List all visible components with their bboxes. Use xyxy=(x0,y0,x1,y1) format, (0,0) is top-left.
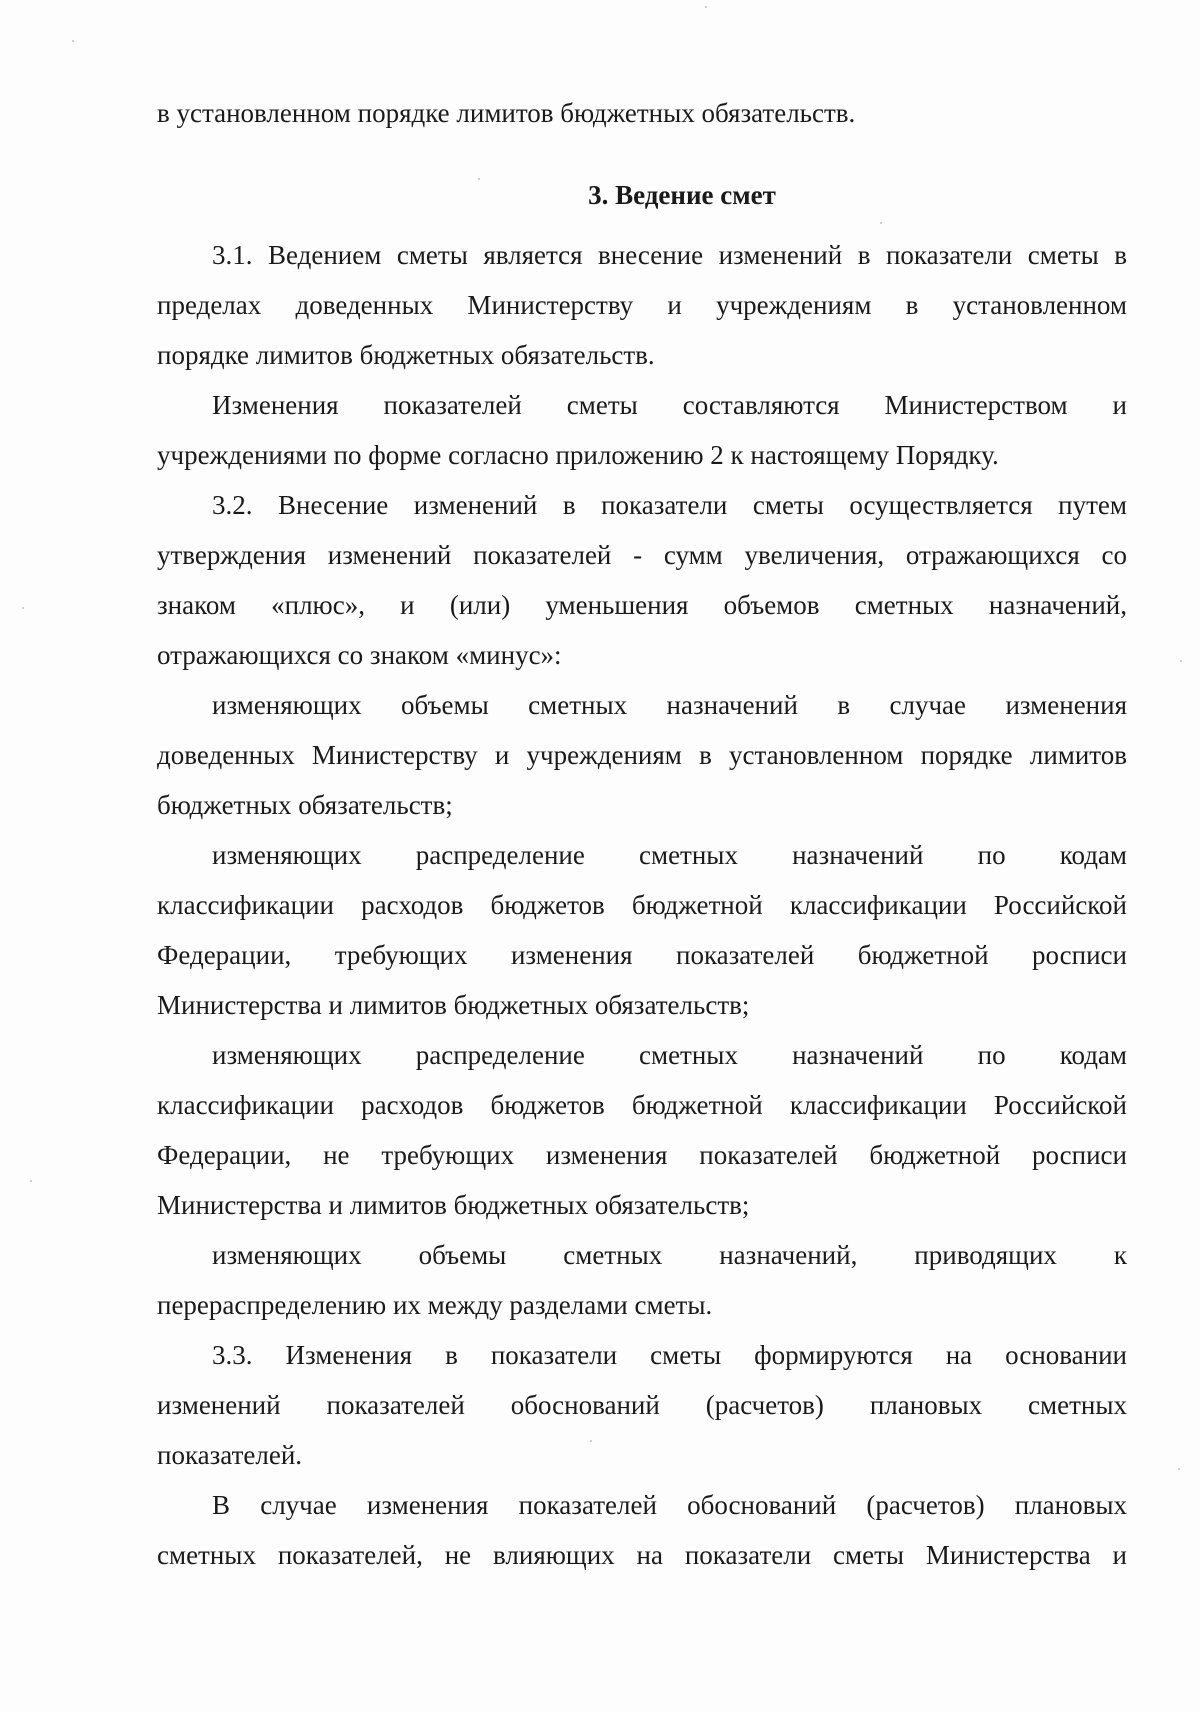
paragraph-3-2-line: знаком «плюс», и (или) уменьшения объемов сметных назначений, xyxy=(157,590,1127,620)
paragraph-3-3-line: показателей. xyxy=(157,1440,303,1470)
list-item-1-line: бюджетных обязательств; xyxy=(157,790,453,820)
list-item-4-line: перераспределению их между разделами сметы. xyxy=(157,1290,713,1320)
paragraph-3-2-line: утверждения изменений показателей - сумм увеличения, отражающихся со xyxy=(157,540,1127,570)
paragraph-3-1-b-line: Изменения показателей сметы составляются Министерством и xyxy=(212,390,1127,420)
paragraph-3-1-line: пределах доведенных Министерству и учреждениям в установленном xyxy=(157,290,1127,320)
paragraph-3-3-line: 3.3. Изменения в показатели сметы формируются на основании xyxy=(212,1340,1127,1370)
list-item-3-line: изменяющих распределение сметных назначений по кодам xyxy=(212,1040,1127,1070)
scan-speck xyxy=(1178,1468,1180,1470)
scan-speck xyxy=(1180,660,1182,662)
list-item-3-line: Министерства и лимитов бюджетных обязательств; xyxy=(157,1190,750,1220)
list-item-4-line: изменяющих объемы сметных назначений, приводящих к xyxy=(212,1240,1127,1270)
list-item-2-line: Министерства и лимитов бюджетных обязательств; xyxy=(157,990,750,1020)
list-item-2-line: Федерации, требующих изменения показателей бюджетной росписи xyxy=(157,940,1127,970)
paragraph-3-3-line: изменений показателей обоснований (расчетов) плановых сметных xyxy=(157,1390,1127,1420)
paragraph-3-2-line: 3.2. Внесение изменений в показатели сметы осуществляется путем xyxy=(212,490,1127,520)
paragraph-3-1-line: порядке лимитов бюджетных обязательств. xyxy=(157,340,655,370)
paragraph-3-1-line: 3.1. Ведением сметы является внесение изменений в показатели сметы в xyxy=(212,240,1127,270)
heading-gap xyxy=(157,220,1127,230)
paragraph-3-1-b-line: учреждениями по форме согласно приложению 2 к настоящему Порядку. xyxy=(157,440,999,470)
list-item-1-line: доведенных Министерству и учреждениям в установленном порядке лимитов xyxy=(157,740,1127,770)
scan-speck xyxy=(705,6,707,8)
scan-speck xyxy=(22,607,24,609)
list-item-2-line: классификации расходов бюджетов бюджетной классификации Российской xyxy=(157,890,1127,920)
paragraph-3-3-b-line: В случае изменения показателей обоснований (расчетов) плановых xyxy=(212,1490,1127,1520)
document-body xyxy=(157,88,1127,1580)
heading-spacer xyxy=(157,138,1127,170)
scan-speck xyxy=(72,40,74,42)
paragraph-3-3-b-line: сметных показателей, не влияющих на показатели сметы Министерства и xyxy=(157,1540,1127,1570)
section-heading: 3. Ведение смет xyxy=(588,180,776,210)
paragraph-3-2-line: отражающихся со знаком «минус»: xyxy=(157,640,562,670)
list-item-3-line: Федерации, не требующих изменения показателей бюджетной росписи xyxy=(157,1140,1127,1170)
opening-line: в установленном порядке лимитов бюджетных обязательств. xyxy=(157,98,856,128)
list-item-3-line: классификации расходов бюджетов бюджетной классификации Российской xyxy=(157,1090,1127,1120)
scan-speck xyxy=(30,1180,32,1182)
list-item-2-line: изменяющих распределение сметных назначений по кодам xyxy=(212,840,1127,870)
list-item-1-line: изменяющих объемы сметных назначений в случае изменения xyxy=(212,690,1127,720)
